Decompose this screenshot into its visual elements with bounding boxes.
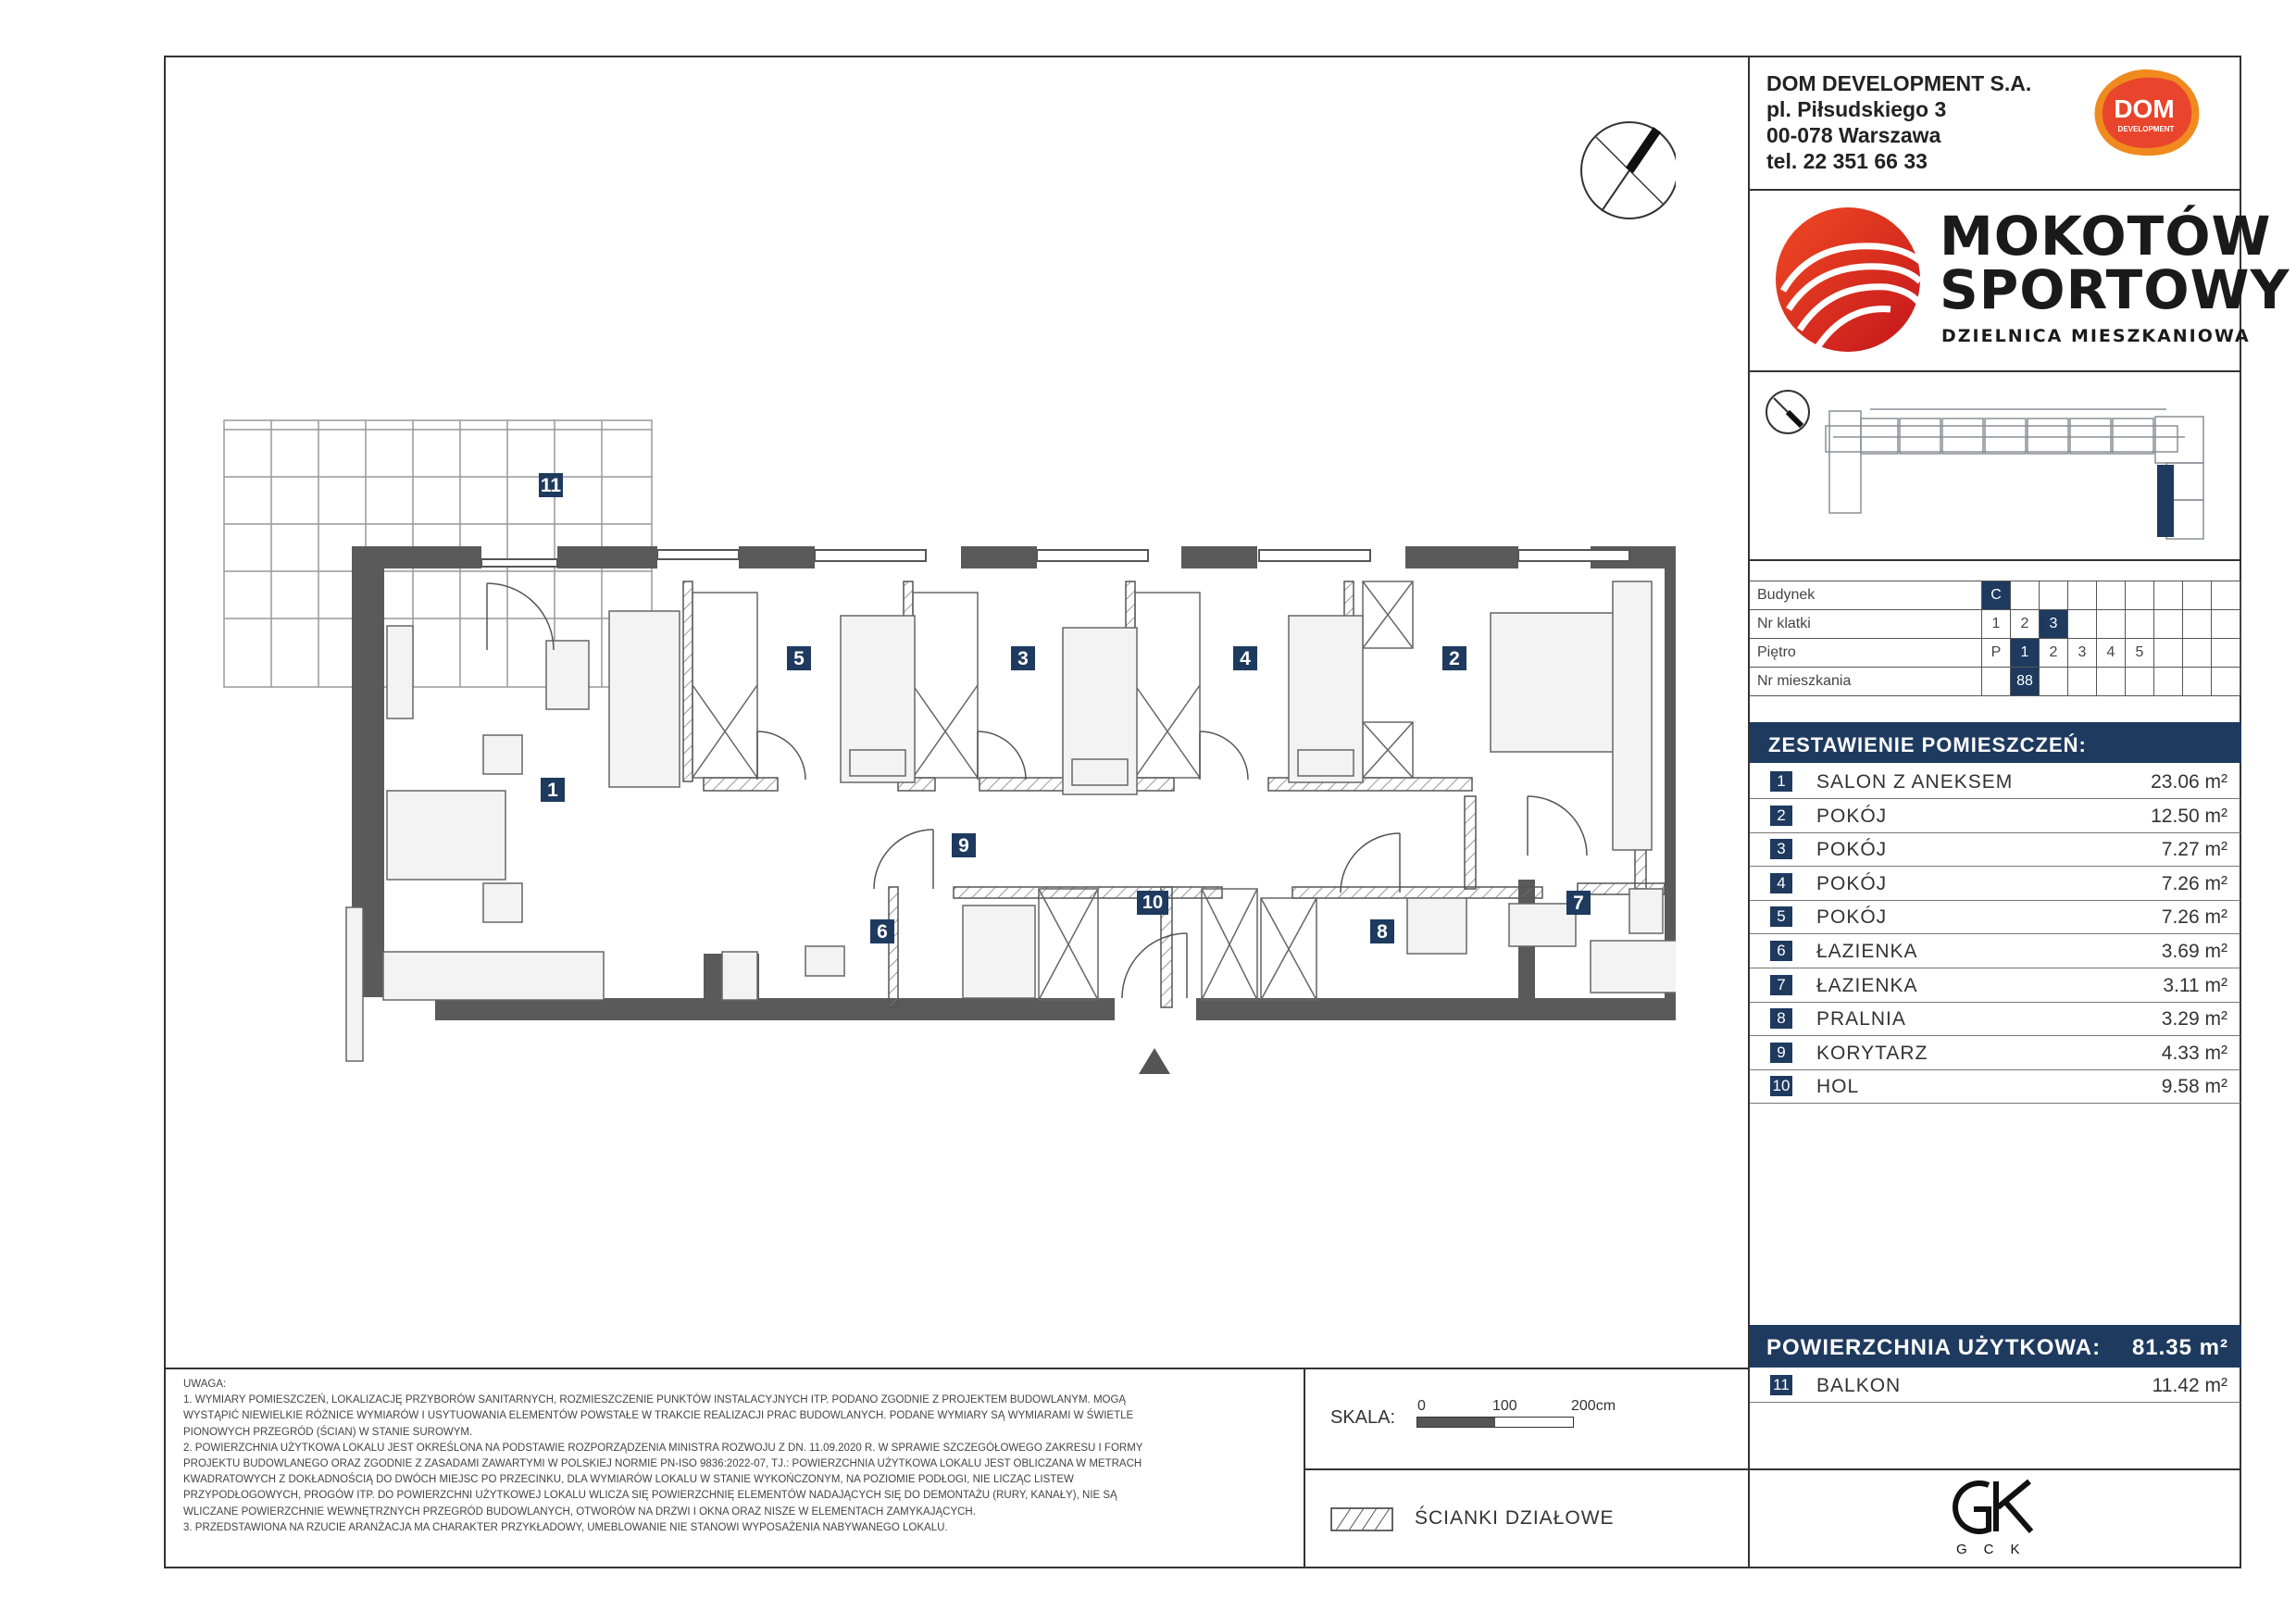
project-title-line1: MOKOTÓW — [1940, 205, 2272, 268]
room-area: 7.26 m² — [2161, 872, 2227, 894]
room-num: 5 — [1770, 906, 1792, 927]
room-row — [1750, 832, 2240, 867]
divider — [1748, 559, 2241, 561]
dom-development-logo — [2089, 67, 2205, 159]
room-name: POKÓJ — [1816, 805, 1888, 827]
room-row — [1750, 900, 2240, 934]
floor-plan — [213, 111, 1676, 1315]
scale-bar — [1416, 1417, 1574, 1428]
floor-5[interactable]: 5 — [2126, 639, 2154, 668]
room-row — [1750, 867, 2240, 901]
note-line: PROJEKTU BUDOWLANEGO ORAZ ZGODNIE Z ZASADAMI ZAWARTYMI W POLSKIEJ NORMIE PN-ISO 9836:2022-07, TJ.: POWIERZCHNIA UŻYTKOWA LOKALU JEST OBLICZANA W METRACH — [183, 1458, 1142, 1470]
apartment-label: Nr mieszkania — [1750, 668, 1982, 696]
balcony-num: 11 — [1770, 1375, 1792, 1395]
dom-logo-text: DOM — [2114, 94, 2175, 123]
apartment-number: 88 — [2011, 668, 2040, 696]
notes-lines — [183, 1393, 1291, 1536]
room-row — [1750, 799, 2240, 833]
usable-area-value: 81.35 m² — [2131, 1335, 2228, 1360]
plan-tag-3: 3 — [1011, 646, 1035, 670]
balcony-name: BALKON — [1816, 1375, 1902, 1396]
room-num: 10 — [1770, 1076, 1792, 1096]
room-name: ŁAZIENKA — [1816, 974, 1918, 996]
room-name: POKÓJ — [1816, 872, 1888, 894]
location-table — [1750, 581, 2240, 696]
dom-logo-subtext: DEVELOPMENT — [2117, 125, 2175, 133]
project-title-line2: SPORTOWY — [1940, 258, 2290, 321]
divider — [164, 1368, 1750, 1369]
stair-2[interactable]: 2 — [2011, 610, 2040, 639]
scale-label: SKALA: — [1330, 1407, 1396, 1428]
company-city: 00-078 Warszawa — [1766, 123, 1941, 147]
building-c[interactable]: C — [1982, 581, 2011, 610]
room-area: 7.26 m² — [2161, 906, 2227, 929]
note-line: 1. WYMIARY POMIESZCZEŃ, LOKALIZACJĘ PRZYBORÓW SANITARNYCH, ROZMIESZCZENIE PUNKTÓW INSTALACYJNYCH ITP. PODANO ZGODNIE Z PROJEKTEM BUDOWLANYM. MOGĄ — [183, 1394, 1127, 1406]
note-line: WYSTĄPIĆ NIEWIELKIE RÓŻNICE WYMIARÓW I USYTUOWANIA ELEMENTÓW POWSTAŁE W TRAKCIE REALIZACJI PRAC BUDOWLANYCH. PODANE WYMIARY SĄ WYMIARAMI W ŚWIETLE — [183, 1410, 1134, 1422]
plan-tag-2: 2 — [1442, 646, 1466, 670]
room-area: 3.69 m² — [2161, 941, 2227, 962]
room-num: 4 — [1770, 873, 1792, 893]
room-area: 7.27 m² — [2161, 839, 2227, 861]
project-title — [1940, 205, 2290, 321]
room-name: HOL — [1816, 1076, 1860, 1098]
usable-area-label: POWIERZCHNIA UŻYTKOWA: — [1766, 1335, 2102, 1360]
room-num: 3 — [1770, 839, 1792, 859]
room-num: 7 — [1770, 975, 1792, 995]
room-area: 23.06 m² — [2151, 771, 2227, 793]
room-name: PRALNIA — [1816, 1008, 1906, 1031]
building-label: Budynek — [1750, 581, 1982, 610]
room-row — [1750, 1002, 2240, 1036]
divider — [1748, 1468, 2241, 1470]
scale-tick-200: 200cm — [1571, 1398, 1616, 1414]
room-row — [1750, 765, 2240, 799]
room-name: POKÓJ — [1816, 839, 1888, 861]
company-phone: tel. 22 351 66 33 — [1766, 149, 1928, 173]
plan-tag-5: 5 — [787, 646, 811, 670]
room-area: 3.29 m² — [2161, 1008, 2227, 1031]
building-row — [1750, 581, 2240, 610]
north-arrow-icon — [1581, 122, 1676, 219]
plan-tag-10: 10 — [1137, 891, 1168, 915]
usable-area-bar — [1750, 1325, 2241, 1368]
company-street: pl. Piłsudskiego 3 — [1766, 97, 1947, 121]
room-name: KORYTARZ — [1816, 1042, 1928, 1064]
plan-tag-11: 11 — [540, 475, 562, 496]
gck-logo-icon — [1948, 1478, 2037, 1535]
floor-2[interactable]: 2 — [2040, 639, 2068, 668]
project-subtitle: DZIELNICA MIESZKANIOWA — [1941, 326, 2251, 346]
balcony-area: 11.42 m² — [2152, 1375, 2227, 1396]
note-line: PRZYPODŁOGOWYCH, PROGÓW ITP. DO POWIERZCHNI UŻYTKOWEJ LOKALU WLICZA SIĘ POWIERZCHNIĘ ELEMENTÓW NADAJĄCYCH SIĘ DO DEMONTAŻU (RURY, KANAŁY), NIE SĄ — [183, 1490, 1117, 1502]
entrance-marker-icon — [1139, 1048, 1170, 1074]
key-plan — [1759, 381, 2236, 554]
apartment-row — [1750, 668, 2240, 696]
floor-p[interactable]: P — [1982, 639, 2011, 668]
room-name: ŁAZIENKA — [1816, 941, 1918, 962]
note-line: KWADRATOWYCH Z DOKŁADNOŚCIĄ DO DWÓCH MIEJSC PO PRZECINKU, DLA WYMIARÓW LOKALU W STANIE WYKOŃCZONYM, NA POZIOMIE PODŁOGI, NIE LICZĄC LISTEW — [183, 1474, 1074, 1486]
stair-label: Nr klatki — [1750, 610, 1982, 639]
divider — [1748, 189, 2241, 191]
floor-3[interactable]: 3 — [2068, 639, 2097, 668]
plan-tag-4: 4 — [1233, 646, 1257, 670]
room-row — [1750, 1069, 2240, 1104]
divider — [1304, 1468, 1750, 1470]
note-line: PIONOWYCH PRZEGRÓD (ŚCIAN) W STANIE SUROWYM. — [183, 1426, 473, 1438]
notes-title: UWAGA: — [183, 1379, 227, 1390]
floor-1[interactable]: 1 — [2011, 639, 2040, 668]
room-area: 4.33 m² — [2161, 1042, 2227, 1064]
room-area: 3.11 m² — [2163, 974, 2227, 996]
room-num: 9 — [1770, 1043, 1792, 1063]
mokotow-sportowy-emblem — [1774, 206, 1922, 354]
room-row — [1750, 968, 2240, 1003]
room-num: 6 — [1770, 941, 1792, 961]
partition-wall-legend-icon — [1330, 1507, 1393, 1533]
floor-4[interactable]: 4 — [2097, 639, 2126, 668]
company-address — [1766, 70, 2031, 174]
room-num: 2 — [1770, 806, 1792, 826]
scale-tick-0: 0 — [1417, 1398, 1426, 1414]
room-name: POKÓJ — [1816, 906, 1888, 929]
room-name: SALON Z ANEKSEM — [1816, 771, 2014, 793]
note-line: WLICZANE POWIERZCHNIE WEWNĘTRZNYCH PRZEGRÓD BUDOWLANYCH, OTWORÓW NA DRZWI I OKNA ORAZ NISZE W ELEMENTACH ZAMYKAJĄCYCH. — [183, 1505, 976, 1518]
note-line: 3. PRZEDSTAWIONA NA RZUCIE ARANŻACJA MA CHARAKTER PRZYKŁADOWY, UMEBLOWANIE NIE STANOWI WYPOSAŻENIA NABYWANEGO LOKALU. — [183, 1521, 948, 1533]
plan-tag-9: 9 — [952, 833, 976, 857]
room-row — [1750, 934, 2240, 968]
note-line: 2. POWIERZCHNIA UŻYTKOWA LOKALU JEST OKREŚLONA NA PODSTAWIE ROZPORZĄDZENIA MINISTRA ROZWOJU Z DN. 11.09.2020 R. W SPRAWIE SZCZEGÓŁOWEGO ZAKRESU I FORMY — [183, 1442, 1143, 1454]
floor-row — [1750, 639, 2240, 668]
stair-row — [1750, 610, 2240, 639]
scale-tick-100: 100 — [1492, 1398, 1517, 1414]
divider — [1748, 370, 2241, 372]
room-num: 1 — [1770, 771, 1792, 792]
room-area: 12.50 m² — [2151, 805, 2227, 827]
floor-label: Piętro — [1750, 639, 1982, 668]
legend-label: ŚCIANKI DZIAŁOWE — [1415, 1507, 1615, 1529]
plan-tag-8: 8 — [1370, 919, 1394, 943]
notes — [183, 1377, 1291, 1536]
room-row — [1750, 1036, 2240, 1070]
stair-1[interactable]: 1 — [1982, 610, 2011, 639]
balcony-row — [1750, 1368, 2240, 1403]
rooms-header: ZESTAWIENIE POMIESZCZEŃ: — [1750, 722, 2241, 763]
gck-text: GCK — [1956, 1542, 2037, 1557]
stair-3[interactable]: 3 — [2040, 610, 2068, 639]
plan-tag-7: 7 — [1566, 891, 1591, 915]
plan-tag-1: 1 — [541, 778, 565, 802]
room-area: 9.58 m² — [2161, 1076, 2227, 1098]
plan-tag-6: 6 — [870, 919, 894, 943]
company-name: DOM DEVELOPMENT S.A. — [1766, 71, 2032, 95]
room-num: 8 — [1770, 1008, 1792, 1029]
